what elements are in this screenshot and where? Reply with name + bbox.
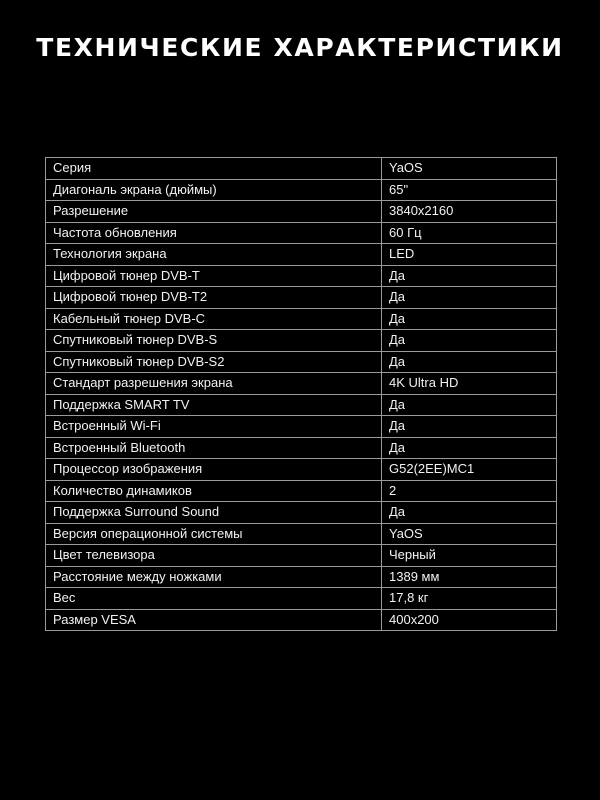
spec-name-cell: Диагональ экрана (дюймы) (46, 179, 382, 201)
spec-value-cell: Да (382, 287, 557, 309)
table-row (46, 373, 557, 395)
spec-value-cell: 60 Гц (382, 222, 557, 244)
spec-name-cell: Цифровой тюнер DVB-T2 (46, 287, 382, 309)
table-row (46, 179, 557, 201)
spec-name-cell: Разрешение (46, 201, 382, 223)
table-row (46, 480, 557, 502)
spec-value-cell: Да (382, 502, 557, 524)
table-row (46, 265, 557, 287)
table-row (46, 222, 557, 244)
table-row (46, 158, 557, 180)
spec-value-cell: Да (382, 416, 557, 438)
spec-name-cell: Версия операционной системы (46, 523, 382, 545)
spec-value-cell: 1389 мм (382, 566, 557, 588)
spec-value-cell: Да (382, 330, 557, 352)
spec-name-cell: Встроенный Wi-Fi (46, 416, 382, 438)
table-row (46, 287, 557, 309)
table-row (46, 351, 557, 373)
spec-name-cell: Процессор изображения (46, 459, 382, 481)
spec-value-cell: Да (382, 351, 557, 373)
spec-value-cell: Да (382, 394, 557, 416)
spec-value-cell: Да (382, 437, 557, 459)
spec-name-cell: Спутниковый тюнер DVB-S2 (46, 351, 382, 373)
spec-value-cell: YaOS (382, 523, 557, 545)
table-row (46, 588, 557, 610)
spec-value-cell: 65" (382, 179, 557, 201)
spec-name-cell: Серия (46, 158, 382, 180)
page-title: ТЕХНИЧЕСКИЕ ХАРАКТЕРИСТИКИ (36, 33, 564, 62)
spec-name-cell: Расстояние между ножками (46, 566, 382, 588)
spec-value-cell: Да (382, 308, 557, 330)
spec-value-cell: G52(2EE)MC1 (382, 459, 557, 481)
table-row (46, 609, 557, 631)
table-row (46, 502, 557, 524)
spec-name-cell: Поддержка SMART TV (46, 394, 382, 416)
table-row (46, 523, 557, 545)
table-row (46, 201, 557, 223)
spec-name-cell: Цвет телевизора (46, 545, 382, 567)
spec-name-cell: Цифровой тюнер DVB-T (46, 265, 382, 287)
spec-name-cell: Спутниковый тюнер DVB-S (46, 330, 382, 352)
spec-name-cell: Встроенный Bluetooth (46, 437, 382, 459)
spec-value-cell: YaOS (382, 158, 557, 180)
spec-value-cell: 4K Ultra HD (382, 373, 557, 395)
spec-value-cell: 400х200 (382, 609, 557, 631)
spec-name-cell: Частота обновления (46, 222, 382, 244)
table-row (46, 330, 557, 352)
spec-name-cell: Кабельный тюнер DVB-C (46, 308, 382, 330)
table-row (46, 566, 557, 588)
spec-value-cell: 3840x2160 (382, 201, 557, 223)
spec-name-cell: Вес (46, 588, 382, 610)
table-row (46, 308, 557, 330)
spec-value-cell: LED (382, 244, 557, 266)
spec-name-cell: Технология экрана (46, 244, 382, 266)
table-row (46, 244, 557, 266)
table-row (46, 416, 557, 438)
spec-value-cell: 2 (382, 480, 557, 502)
spec-value-cell: Черный (382, 545, 557, 567)
spec-name-cell: Стандарт разрешения экрана (46, 373, 382, 395)
table-row (46, 394, 557, 416)
spec-value-cell: 17,8 кг (382, 588, 557, 610)
specs-table-body (46, 158, 557, 631)
table-row (46, 459, 557, 481)
table-row (46, 437, 557, 459)
specs-table (45, 157, 557, 631)
spec-value-cell: Да (382, 265, 557, 287)
spec-name-cell: Количество динамиков (46, 480, 382, 502)
table-row (46, 545, 557, 567)
spec-name-cell: Поддержка Surround Sound (46, 502, 382, 524)
spec-name-cell: Размер VESA (46, 609, 382, 631)
